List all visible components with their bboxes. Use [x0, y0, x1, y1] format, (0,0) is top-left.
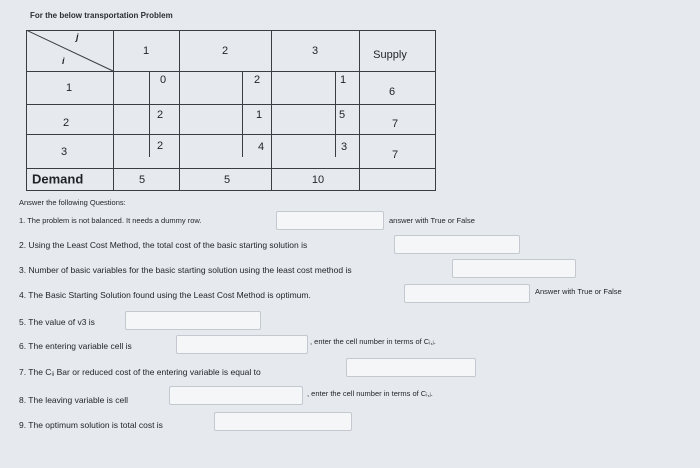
question-3-text: 3. Number of basic variables for the basic starting solution using the least cost method is [19, 265, 352, 275]
col-header-2: 2 [221, 45, 229, 57]
cost-c33: 3 [340, 141, 348, 153]
supply-header: Supply [373, 49, 407, 61]
demand-2: 5 [223, 174, 231, 186]
cost-c22: 1 [255, 109, 263, 121]
question-2-text: 2. Using the Least Cost Method, the total cost of the basic starting solution is [19, 240, 308, 250]
supply-1: 6 [388, 86, 396, 98]
row-label-2: 2 [62, 117, 70, 129]
cost-c32: 4 [257, 141, 265, 153]
question-1-text: 1. The problem is not balanced. It needs a dummy row. [19, 216, 202, 225]
question-4-note: Answer with True or False [535, 287, 622, 296]
demand-label: Demand [32, 171, 84, 187]
question-9-text: 9. The optimum solution is total cost is [19, 420, 163, 430]
cost-c12: 2 [253, 74, 261, 86]
supply-3: 7 [391, 149, 399, 161]
col-header-1: 1 [142, 45, 150, 57]
cost-c21: 2 [156, 109, 164, 121]
question-1-note: answer with True or False [389, 216, 475, 225]
demand-1: 5 [138, 174, 146, 186]
cost-c13: 1 [339, 74, 347, 86]
question-4-text: 4. The Basic Starting Solution found using the Least Cost Method is optimum. [19, 290, 311, 300]
demand-3: 10 [311, 174, 325, 186]
corner-diagonal [26, 30, 114, 72]
question-8-note: , enter the cell number in terms of Cᵢ,ⱼ. [307, 389, 433, 398]
cost-c11: 0 [159, 74, 167, 86]
cost-c23: 5 [338, 109, 346, 121]
questions-heading: Answer the following Questions: [19, 198, 126, 207]
row-label-1: 1 [65, 82, 73, 94]
question-6-note: , enter the cell number in terms of Cᵢ,ⱼ. [310, 337, 436, 346]
answer-6-input[interactable] [176, 335, 308, 354]
page-title: For the below transportation Problem [30, 11, 173, 20]
question-7-text: 7. The Cᵢⱼ Bar or reduced cost of the entering variable is equal to [19, 367, 261, 377]
corner-j-label: j [76, 32, 79, 42]
answer-4-input[interactable] [404, 284, 530, 303]
answer-5-input[interactable] [125, 311, 261, 330]
supply-2: 7 [391, 118, 399, 130]
question-6-text: 6. The entering variable cell is [19, 341, 132, 351]
question-5-text: 5. The value of v3 is [19, 317, 95, 327]
question-8-text: 8. The leaving variable is cell [19, 395, 128, 405]
answer-8-input[interactable] [169, 386, 303, 405]
transportation-table [26, 30, 436, 191]
answer-7-input[interactable] [346, 358, 476, 377]
answer-1-input[interactable] [276, 211, 384, 230]
answer-2-input[interactable] [394, 235, 520, 254]
answer-3-input[interactable] [452, 259, 576, 278]
row-label-3: 3 [60, 146, 68, 158]
corner-i-label: i [62, 56, 65, 66]
col-header-3: 3 [311, 45, 319, 57]
answer-9-input[interactable] [214, 412, 352, 431]
cost-c31: 2 [156, 140, 164, 152]
